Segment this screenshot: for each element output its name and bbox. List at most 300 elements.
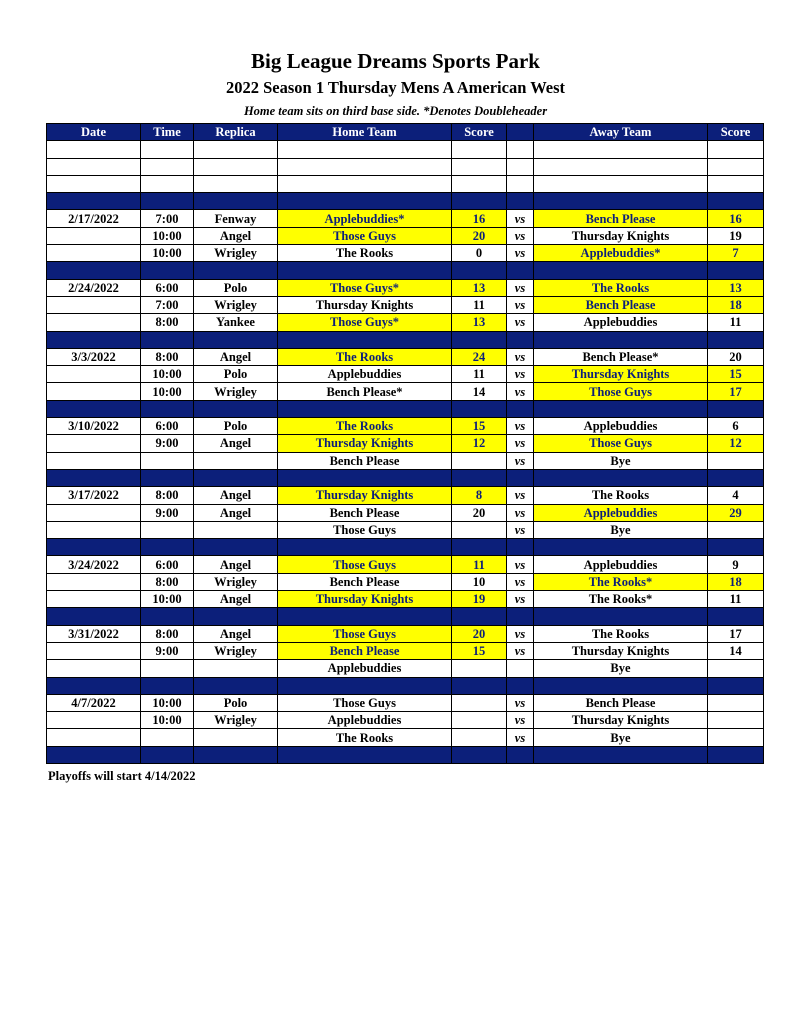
cell-vs: vs bbox=[507, 556, 534, 573]
separator-cell bbox=[452, 608, 507, 625]
game-row bbox=[47, 625, 764, 642]
cell-vs: vs bbox=[507, 435, 534, 452]
blank-cell bbox=[507, 158, 534, 175]
separator-cell bbox=[194, 608, 278, 625]
game-row bbox=[47, 591, 764, 608]
cell-replica bbox=[194, 452, 278, 469]
blank-cell bbox=[452, 158, 507, 175]
cell-away-score: 13 bbox=[708, 279, 764, 296]
cell-replica: Polo bbox=[194, 279, 278, 296]
game-row bbox=[47, 452, 764, 469]
cell-replica: Angel bbox=[194, 348, 278, 365]
col-header-home-score: Score bbox=[452, 124, 507, 141]
cell-home-team: The Rooks bbox=[278, 729, 452, 746]
separator-cell bbox=[278, 400, 452, 417]
cell-vs: vs bbox=[507, 366, 534, 383]
game-row bbox=[47, 487, 764, 504]
cell-away-score: 11 bbox=[708, 591, 764, 608]
week-separator-row bbox=[47, 608, 764, 625]
col-header-home-team: Home Team bbox=[278, 124, 452, 141]
footer-note: Playoffs will start 4/14/2022 bbox=[48, 769, 196, 783]
separator-cell bbox=[507, 400, 534, 417]
blank-cell bbox=[452, 175, 507, 192]
cell-time: 6:00 bbox=[141, 418, 194, 435]
cell-time: 10:00 bbox=[141, 227, 194, 244]
separator-cell bbox=[194, 400, 278, 417]
cell-replica: Polo bbox=[194, 366, 278, 383]
cell-vs: vs bbox=[507, 296, 534, 313]
cell-away-score: 18 bbox=[708, 573, 764, 590]
separator-cell bbox=[194, 746, 278, 763]
blank-cell bbox=[47, 141, 141, 158]
blank-cell bbox=[534, 141, 708, 158]
col-header-time: Time bbox=[141, 124, 194, 141]
cell-time: 10:00 bbox=[141, 366, 194, 383]
cell-home-score: 14 bbox=[452, 383, 507, 400]
cell-home-team: Thursday Knights bbox=[278, 435, 452, 452]
week-separator-row bbox=[47, 677, 764, 694]
game-row bbox=[47, 573, 764, 590]
blank-cell bbox=[708, 141, 764, 158]
col-header-replica: Replica bbox=[194, 124, 278, 141]
game-row bbox=[47, 279, 764, 296]
separator-cell bbox=[452, 400, 507, 417]
separator-cell bbox=[452, 331, 507, 348]
separator-cell bbox=[708, 469, 764, 486]
separator-cell bbox=[708, 608, 764, 625]
cell-time: 10:00 bbox=[141, 383, 194, 400]
separator-cell bbox=[141, 608, 194, 625]
cell-time: 10:00 bbox=[141, 694, 194, 711]
cell-away-score: 14 bbox=[708, 642, 764, 659]
cell-date bbox=[47, 591, 141, 608]
blank-cell bbox=[194, 175, 278, 192]
game-row bbox=[47, 521, 764, 538]
separator-cell bbox=[278, 608, 452, 625]
cell-time: 8:00 bbox=[141, 314, 194, 331]
separator-cell bbox=[47, 746, 141, 763]
cell-vs: vs bbox=[507, 521, 534, 538]
cell-date bbox=[47, 227, 141, 244]
separator-cell bbox=[194, 539, 278, 556]
cell-away-score bbox=[708, 694, 764, 711]
cell-date bbox=[47, 712, 141, 729]
cell-away-score: 17 bbox=[708, 383, 764, 400]
separator-cell bbox=[452, 539, 507, 556]
cell-home-score: 24 bbox=[452, 348, 507, 365]
col-header-date: Date bbox=[47, 124, 141, 141]
cell-home-score: 12 bbox=[452, 435, 507, 452]
separator-cell bbox=[452, 469, 507, 486]
col-header-vs bbox=[507, 124, 534, 141]
cell-home-score: 20 bbox=[452, 227, 507, 244]
blank-cell bbox=[278, 141, 452, 158]
cell-replica: Angel bbox=[194, 625, 278, 642]
cell-home-score: 15 bbox=[452, 642, 507, 659]
cell-away-team: Thursday Knights bbox=[534, 227, 708, 244]
cell-home-score: 11 bbox=[452, 366, 507, 383]
game-row bbox=[47, 348, 764, 365]
cell-vs: vs bbox=[507, 383, 534, 400]
cell-home-team: Thursday Knights bbox=[278, 591, 452, 608]
separator-cell bbox=[278, 746, 452, 763]
cell-vs: vs bbox=[507, 591, 534, 608]
game-row bbox=[47, 694, 764, 711]
cell-away-team: Applebuddies bbox=[534, 556, 708, 573]
separator-cell bbox=[507, 746, 534, 763]
cell-away-score: 12 bbox=[708, 435, 764, 452]
separator-cell bbox=[507, 262, 534, 279]
blank-cell bbox=[278, 158, 452, 175]
cell-vs: vs bbox=[507, 712, 534, 729]
cell-away-team: Bench Please* bbox=[534, 348, 708, 365]
cell-replica: Angel bbox=[194, 227, 278, 244]
game-row bbox=[47, 712, 764, 729]
cell-time: 10:00 bbox=[141, 712, 194, 729]
cell-date bbox=[47, 521, 141, 538]
cell-replica: Angel bbox=[194, 591, 278, 608]
separator-cell bbox=[141, 677, 194, 694]
game-row bbox=[47, 210, 764, 227]
cell-time: 8:00 bbox=[141, 487, 194, 504]
separator-cell bbox=[507, 608, 534, 625]
cell-away-score: 17 bbox=[708, 625, 764, 642]
cell-replica bbox=[194, 729, 278, 746]
blank-cell bbox=[534, 158, 708, 175]
game-row bbox=[47, 383, 764, 400]
cell-date: 3/24/2022 bbox=[47, 556, 141, 573]
separator-cell bbox=[47, 400, 141, 417]
cell-time: 7:00 bbox=[141, 210, 194, 227]
cell-replica: Polo bbox=[194, 418, 278, 435]
game-row bbox=[47, 504, 764, 521]
blank-cell bbox=[141, 141, 194, 158]
cell-away-score: 19 bbox=[708, 227, 764, 244]
cell-home-score: 11 bbox=[452, 296, 507, 313]
separator-cell bbox=[47, 469, 141, 486]
cell-away-team: The Rooks* bbox=[534, 573, 708, 590]
cell-away-score: 20 bbox=[708, 348, 764, 365]
separator-cell bbox=[47, 331, 141, 348]
cell-home-score: 8 bbox=[452, 487, 507, 504]
cell-time: 9:00 bbox=[141, 504, 194, 521]
separator-cell bbox=[708, 331, 764, 348]
cell-date bbox=[47, 314, 141, 331]
cell-time: 10:00 bbox=[141, 591, 194, 608]
week-separator-row bbox=[47, 331, 764, 348]
cell-replica: Angel bbox=[194, 435, 278, 452]
game-row bbox=[47, 296, 764, 313]
separator-cell bbox=[194, 469, 278, 486]
game-row bbox=[47, 660, 764, 677]
cell-away-team: Thursday Knights bbox=[534, 712, 708, 729]
cell-home-team: The Rooks bbox=[278, 245, 452, 262]
cell-away-score bbox=[708, 521, 764, 538]
separator-cell bbox=[452, 193, 507, 210]
cell-time: 8:00 bbox=[141, 625, 194, 642]
col-header-away-team: Away Team bbox=[534, 124, 708, 141]
separator-cell bbox=[141, 400, 194, 417]
cell-date: 3/31/2022 bbox=[47, 625, 141, 642]
separator-cell bbox=[708, 539, 764, 556]
cell-time: 10:00 bbox=[141, 245, 194, 262]
header-row bbox=[47, 124, 764, 141]
cell-home-score bbox=[452, 694, 507, 711]
cell-home-score: 15 bbox=[452, 418, 507, 435]
separator-cell bbox=[507, 469, 534, 486]
cell-vs: vs bbox=[507, 245, 534, 262]
cell-away-team: Applebuddies* bbox=[534, 245, 708, 262]
page-subtitle: 2022 Season 1 Thursday Mens A American West bbox=[225, 78, 566, 97]
cell-date bbox=[47, 660, 141, 677]
cell-away-team: The Rooks bbox=[534, 625, 708, 642]
cell-home-team: Those Guys bbox=[278, 694, 452, 711]
cell-date bbox=[47, 366, 141, 383]
cell-time: 9:00 bbox=[141, 642, 194, 659]
cell-home-team: Applebuddies bbox=[278, 660, 452, 677]
cell-home-score: 10 bbox=[452, 573, 507, 590]
game-row bbox=[47, 366, 764, 383]
cell-replica bbox=[194, 521, 278, 538]
cell-date: 3/3/2022 bbox=[47, 348, 141, 365]
separator-cell bbox=[278, 193, 452, 210]
cell-away-score bbox=[708, 660, 764, 677]
blank-cell bbox=[141, 158, 194, 175]
separator-cell bbox=[452, 746, 507, 763]
cell-away-team: Thursday Knights bbox=[534, 366, 708, 383]
cell-time: 7:00 bbox=[141, 296, 194, 313]
cell-replica: Wrigley bbox=[194, 245, 278, 262]
cell-home-score bbox=[452, 452, 507, 469]
cell-home-score: 13 bbox=[452, 314, 507, 331]
cell-replica: Wrigley bbox=[194, 573, 278, 590]
separator-cell bbox=[278, 539, 452, 556]
cell-replica: Wrigley bbox=[194, 642, 278, 659]
separator-cell bbox=[507, 539, 534, 556]
blank-cell bbox=[47, 158, 141, 175]
cell-vs: vs bbox=[507, 452, 534, 469]
game-row bbox=[47, 729, 764, 746]
separator-cell bbox=[278, 677, 452, 694]
cell-date bbox=[47, 729, 141, 746]
cell-away-score: 7 bbox=[708, 245, 764, 262]
separator-cell bbox=[534, 331, 708, 348]
cell-time bbox=[141, 729, 194, 746]
separator-cell bbox=[47, 677, 141, 694]
cell-replica: Wrigley bbox=[194, 712, 278, 729]
separator-cell bbox=[534, 746, 708, 763]
cell-home-team: Bench Please bbox=[278, 504, 452, 521]
cell-home-team: Bench Please bbox=[278, 573, 452, 590]
separator-cell bbox=[278, 469, 452, 486]
cell-time: 9:00 bbox=[141, 435, 194, 452]
cell-replica: Angel bbox=[194, 504, 278, 521]
blank-cell bbox=[194, 141, 278, 158]
cell-away-team: Bye bbox=[534, 660, 708, 677]
game-row bbox=[47, 556, 764, 573]
cell-away-team: Applebuddies bbox=[534, 418, 708, 435]
cell-replica: Fenway bbox=[194, 210, 278, 227]
cell-date bbox=[47, 245, 141, 262]
page-title: Big League Dreams Sports Park bbox=[251, 49, 540, 73]
separator-cell bbox=[141, 539, 194, 556]
separator-cell bbox=[507, 331, 534, 348]
blank-row bbox=[47, 158, 764, 175]
cell-home-team: Bench Please* bbox=[278, 383, 452, 400]
cell-away-team: Thursday Knights bbox=[534, 642, 708, 659]
cell-time: 6:00 bbox=[141, 556, 194, 573]
cell-home-team: The Rooks bbox=[278, 418, 452, 435]
cell-away-score: 4 bbox=[708, 487, 764, 504]
page-note: Home team sits on third base side. *Denotes Doubleheader bbox=[243, 104, 548, 118]
separator-cell bbox=[534, 400, 708, 417]
cell-away-team: Bench Please bbox=[534, 296, 708, 313]
cell-replica: Wrigley bbox=[194, 383, 278, 400]
cell-replica: Angel bbox=[194, 487, 278, 504]
cell-away-team: Bye bbox=[534, 729, 708, 746]
separator-cell bbox=[141, 469, 194, 486]
game-row bbox=[47, 642, 764, 659]
separator-cell bbox=[47, 193, 141, 210]
cell-home-score: 19 bbox=[452, 591, 507, 608]
separator-cell bbox=[708, 400, 764, 417]
col-header-away-score: Score bbox=[708, 124, 764, 141]
separator-cell bbox=[141, 193, 194, 210]
separator-cell bbox=[708, 193, 764, 210]
cell-away-team: The Rooks bbox=[534, 487, 708, 504]
cell-away-score bbox=[708, 452, 764, 469]
cell-date bbox=[47, 383, 141, 400]
game-row bbox=[47, 418, 764, 435]
cell-home-score bbox=[452, 660, 507, 677]
separator-cell bbox=[534, 193, 708, 210]
cell-home-score bbox=[452, 712, 507, 729]
separator-cell bbox=[194, 677, 278, 694]
blank-row bbox=[47, 141, 764, 158]
separator-cell bbox=[278, 262, 452, 279]
cell-away-team: Those Guys bbox=[534, 435, 708, 452]
cell-date bbox=[47, 642, 141, 659]
blank-cell bbox=[194, 158, 278, 175]
cell-home-score: 16 bbox=[452, 210, 507, 227]
separator-cell bbox=[194, 262, 278, 279]
cell-home-score: 20 bbox=[452, 504, 507, 521]
cell-vs: vs bbox=[507, 418, 534, 435]
cell-home-team: Applebuddies bbox=[278, 712, 452, 729]
separator-cell bbox=[534, 539, 708, 556]
cell-vs: vs bbox=[507, 314, 534, 331]
cell-away-team: The Rooks bbox=[534, 279, 708, 296]
cell-away-team: Applebuddies bbox=[534, 504, 708, 521]
separator-cell bbox=[141, 331, 194, 348]
separator-cell bbox=[452, 262, 507, 279]
week-separator-row bbox=[47, 469, 764, 486]
cell-home-team: Those Guys bbox=[278, 521, 452, 538]
cell-time bbox=[141, 452, 194, 469]
cell-home-team: Applebuddies bbox=[278, 366, 452, 383]
cell-away-score: 16 bbox=[708, 210, 764, 227]
blank-cell bbox=[47, 175, 141, 192]
cell-home-team: Bench Please bbox=[278, 452, 452, 469]
cell-away-score: 11 bbox=[708, 314, 764, 331]
cell-date bbox=[47, 504, 141, 521]
cell-home-team: Those Guys* bbox=[278, 279, 452, 296]
separator-cell bbox=[534, 608, 708, 625]
week-separator-row bbox=[47, 262, 764, 279]
cell-vs: vs bbox=[507, 504, 534, 521]
cell-away-team: The Rooks* bbox=[534, 591, 708, 608]
separator-cell bbox=[141, 262, 194, 279]
cell-vs bbox=[507, 660, 534, 677]
separator-cell bbox=[47, 262, 141, 279]
cell-vs: vs bbox=[507, 279, 534, 296]
cell-home-team: Those Guys bbox=[278, 625, 452, 642]
cell-away-score: 18 bbox=[708, 296, 764, 313]
cell-date bbox=[47, 452, 141, 469]
separator-cell bbox=[452, 677, 507, 694]
cell-away-team: Applebuddies bbox=[534, 314, 708, 331]
separator-cell bbox=[507, 677, 534, 694]
cell-away-score: 15 bbox=[708, 366, 764, 383]
week-separator-row bbox=[47, 400, 764, 417]
cell-home-team: Thursday Knights bbox=[278, 296, 452, 313]
separator-cell bbox=[708, 746, 764, 763]
cell-vs: vs bbox=[507, 625, 534, 642]
cell-home-team: The Rooks bbox=[278, 348, 452, 365]
blank-row bbox=[47, 175, 764, 192]
cell-vs: vs bbox=[507, 729, 534, 746]
blank-cell bbox=[507, 141, 534, 158]
cell-replica: Polo bbox=[194, 694, 278, 711]
cell-replica: Wrigley bbox=[194, 296, 278, 313]
cell-away-team: Bye bbox=[534, 452, 708, 469]
cell-away-score bbox=[708, 729, 764, 746]
cell-date bbox=[47, 435, 141, 452]
cell-date bbox=[47, 296, 141, 313]
cell-vs: vs bbox=[507, 348, 534, 365]
week-separator-row bbox=[47, 193, 764, 210]
cell-away-team: Those Guys bbox=[534, 383, 708, 400]
blank-cell bbox=[141, 175, 194, 192]
cell-home-score bbox=[452, 521, 507, 538]
separator-cell bbox=[194, 193, 278, 210]
week-separator-row bbox=[47, 746, 764, 763]
separator-cell bbox=[534, 262, 708, 279]
cell-date bbox=[47, 573, 141, 590]
cell-away-team: Bench Please bbox=[534, 210, 708, 227]
game-row bbox=[47, 245, 764, 262]
cell-time bbox=[141, 660, 194, 677]
blank-cell bbox=[708, 158, 764, 175]
cell-date: 3/10/2022 bbox=[47, 418, 141, 435]
game-row bbox=[47, 435, 764, 452]
game-row bbox=[47, 314, 764, 331]
cell-away-team: Bye bbox=[534, 521, 708, 538]
week-separator-row bbox=[47, 539, 764, 556]
cell-time bbox=[141, 521, 194, 538]
blank-cell bbox=[534, 175, 708, 192]
cell-time: 8:00 bbox=[141, 348, 194, 365]
cell-vs: vs bbox=[507, 573, 534, 590]
cell-home-team: Those Guys* bbox=[278, 314, 452, 331]
cell-home-team: Applebuddies* bbox=[278, 210, 452, 227]
separator-cell bbox=[278, 331, 452, 348]
blank-cell bbox=[708, 175, 764, 192]
cell-vs: vs bbox=[507, 642, 534, 659]
separator-cell bbox=[534, 677, 708, 694]
cell-home-score: 11 bbox=[452, 556, 507, 573]
cell-vs: vs bbox=[507, 694, 534, 711]
